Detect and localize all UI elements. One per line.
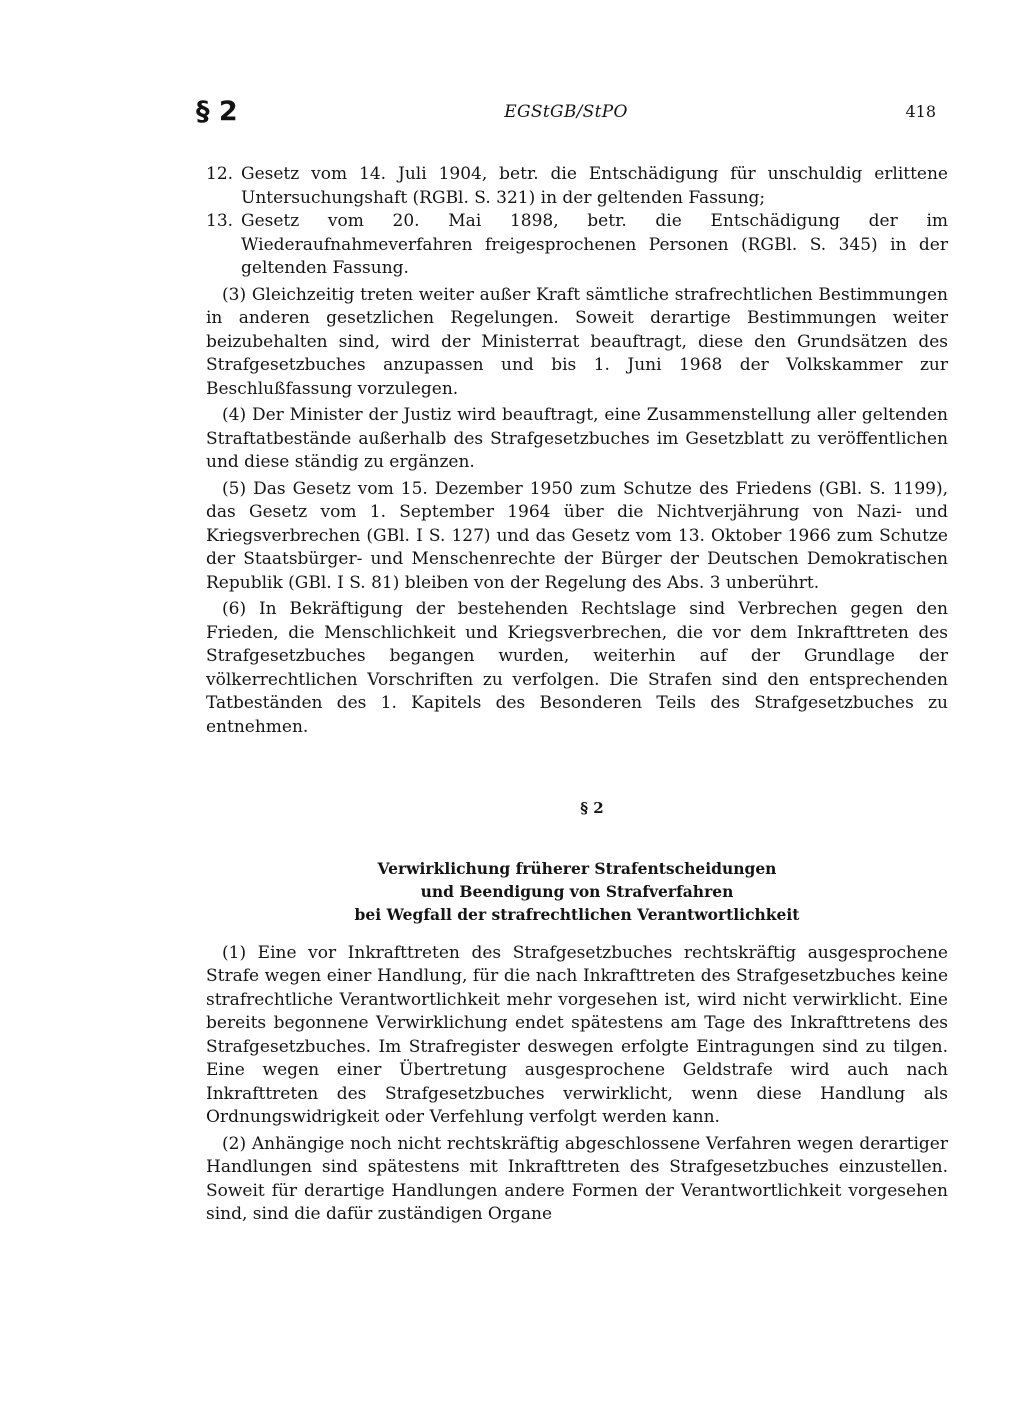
section-heading-line: und Beendigung von Strafverfahren — [420, 881, 734, 901]
section-sign: § 2 — [580, 799, 604, 817]
section-heading-line: bei Wegfall der strafrechtlichen Verantwortlichkeit — [354, 904, 800, 924]
paragraph-3: (3) Gleichzeitig treten weiter außer Kraft sämtliche strafrechtlichen Bestimmungen in anderen gesetzlichen Regelungen. Soweit derartige Bestimmungen weiter beizubehalten sind, wird der Ministerrat beauftragt, diese den Grundsätzen des Strafgesetzbuches anzupassen und bis 1. Juni 1968 der Volkskammer zur Beschlußfassung vorzulegen. — [206, 284, 948, 399]
page-body — [206, 163, 948, 1227]
header-section-number: § 2 — [196, 96, 238, 127]
paragraph-4: (4) Der Minister der Justiz wird beauftragt, eine Zusammenstellung aller geltenden Straftatbestände außerhalb des Strafgesetzbuches im Gesetzblatt zu veröffentlichen und diese ständig zu ergänzen. — [206, 405, 948, 472]
section-heading-line: Verwirklichung früherer Strafentscheidungen — [377, 858, 777, 878]
list-item-number: 12. — [206, 164, 234, 184]
page-header — [196, 96, 936, 136]
paragraph-6: (6) In Bekräftigung der bestehenden Rechtslage sind Verbrechen gegen den Frieden, die Menschlichkeit und Kriegsverbrechen, die vor dem Inkrafttreten des Strafgesetzbuches begangen wurden, weiterhin auf der Grundlage der völkerrechtlichen Vorschriften zu verfolgen. Die Strafen sind den entsprechenden Tatbeständen des 1. Kapitels des Besonderen Teils des Strafgesetzbuches zu entnehmen. — [206, 599, 948, 737]
list-item-number: 13. — [206, 211, 234, 231]
list-item — [206, 210, 948, 281]
header-page-number: 418 — [905, 102, 936, 121]
list-item-text: Gesetz vom 20. Mai 1898, betr. die Entschädigung der im Wiederaufnahmeverfahren freigesprochenen Personen (RGBl. S. 345) in der geltenden Fassung. — [241, 211, 948, 278]
paragraph-2: (2) Anhängige noch nicht rechtskräftig abgeschlossene Verfahren wegen derartiger Handlungen sind spätestens mit Inkrafttreten des Strafgesetzbuches einzustellen. Soweit für derartige Handlungen andere Formen der Verantwortlichkeit vorgesehen sind, sind die dafür zuständigen Organe — [206, 1133, 948, 1224]
list-item — [206, 163, 948, 210]
section-heading — [206, 857, 948, 926]
list-item-text: Gesetz vom 14. Juli 1904, betr. die Entschädigung für unschuldig erlittene Untersuchungshaft (RGBl. S. 321) in der geltenden Fassung; — [241, 164, 948, 208]
paragraph-1: (1) Eine vor Inkrafttreten des Strafgesetzbuches rechtskräftig ausgesprochene Strafe wegen einer Handlung, für die nach Inkrafttreten des Strafgesetzbuches keine strafrechtliche Verantwortlichkeit mehr vorgesehen ist, wird nicht verwirklicht. Eine bereits begonnene Verwirklichung endet spätestens am Tage des Inkrafttretens des Strafgesetzbuches. Im Strafregister deswegen erfolgte Eintragungen sind zu tilgen. Eine wegen einer Übertretung ausgesprochene Geldstrafe wird auch nach Inkrafttreten des Strafgesetzbuches verwirklicht, wenn diese Handlung als Ordnungswidrigkeit oder Verfehlung verfolgt werden kann. — [206, 942, 948, 1127]
paragraph-5: (5) Das Gesetz vom 15. Dezember 1950 zum Schutze des Friedens (GBl. S. 1199), das Gesetz vom 1. September 1964 über die Nichtverjährung von Nazi- und Kriegsverbrechen (GBl. I S. 127) und das Gesetz vom 13. Oktober 1966 zum Schutze der Staatsbürger- und Menschenrechte der Bürger der Deutschen Demokratischen Republik (GBl. I S. 81) bleiben von der Regelung des Abs. 3 unberührt. — [206, 478, 948, 593]
header-title: EGStGB/StPO — [504, 102, 628, 122]
